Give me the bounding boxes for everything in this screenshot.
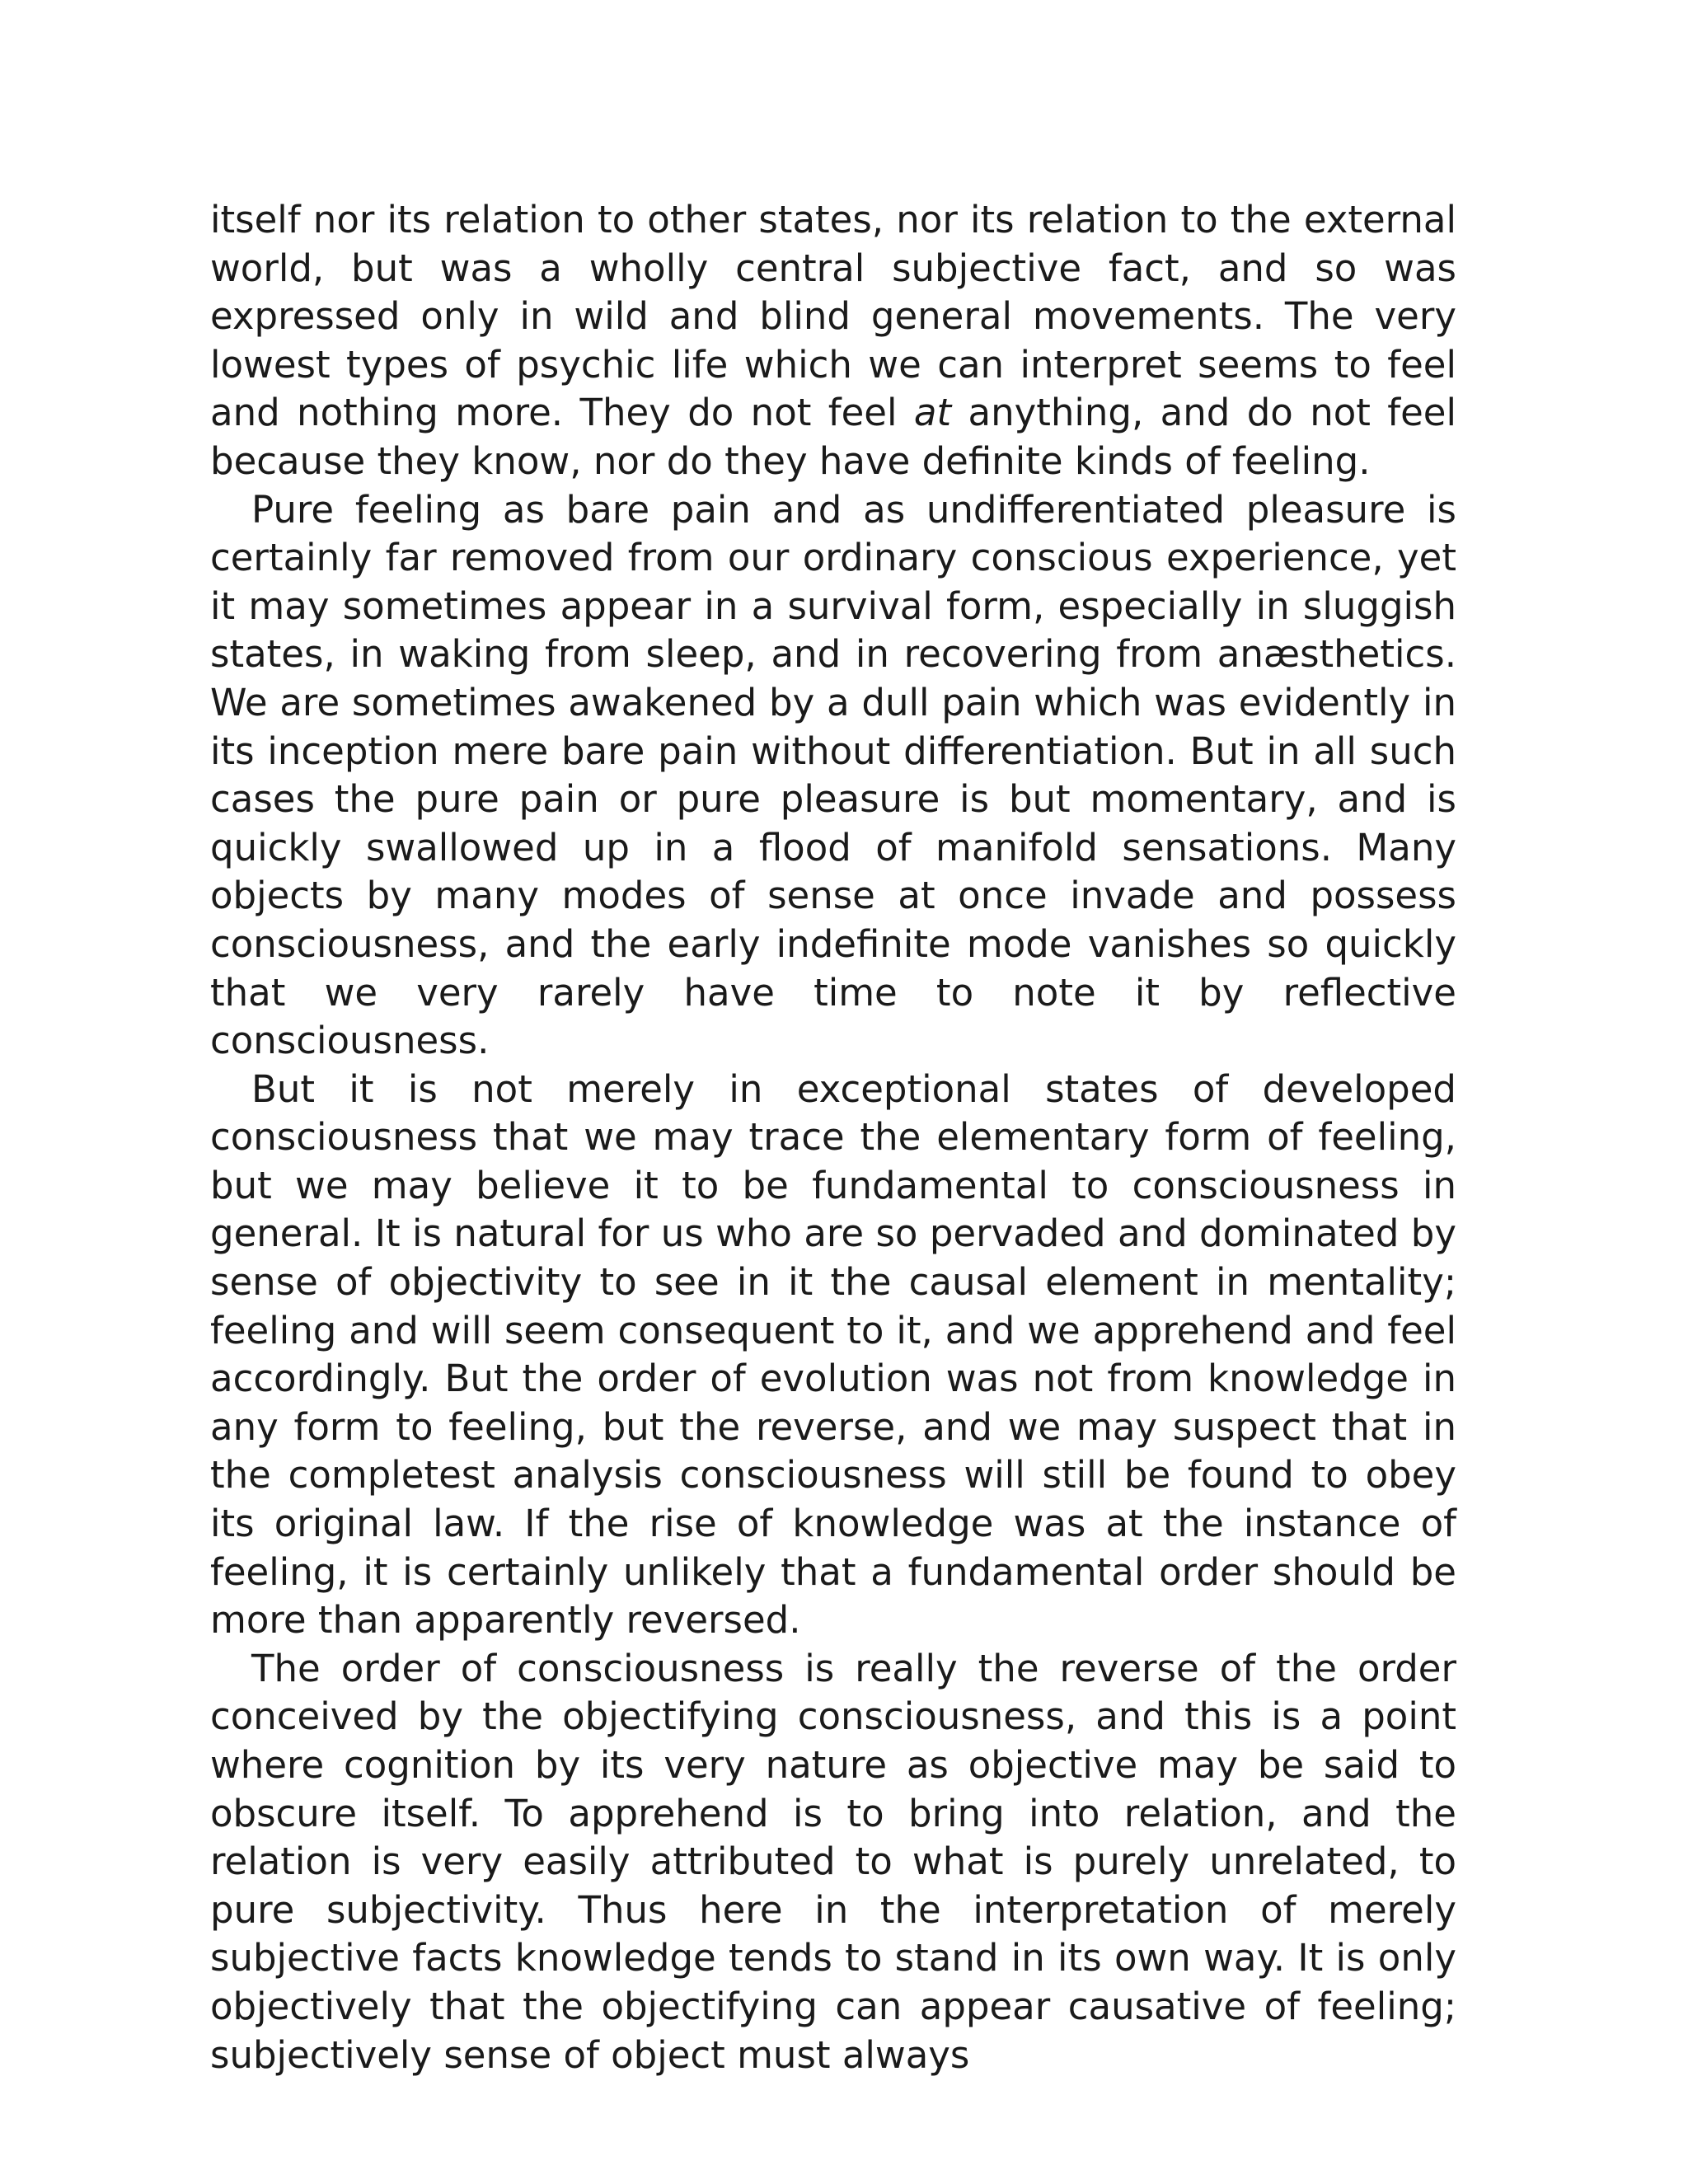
paragraph-1-part-1: itself nor its relation to other states, nor its relation to the external world, but was a wholly central subjective fact, and so was expressed only in wild and blind general movements. The very lowest types of psychic life which we can interpret seems to feel and nothing more. They do not feel [210, 198, 1456, 435]
paragraph-1 [210, 196, 1456, 486]
paragraph-3: But it is not merely in exceptional states of developed consciousness that we may trace the elementary form of feeling, but we may believe it to be fundamental to consciousness in general. It is natural for us who are so pervaded and dominated by sense of objectivity to see in it the causal element in mentality; feeling and will seem consequent to it, and we apprehend and feel accordingly. But the order of evolution was not from knowledge in any form to feeling, but the reverse, and we may suspect that in the completest analysis consciousness will still be found to obey its original law. If the rise of knowledge was at the instance of feeling, it is certainly unlikely that a fundamental order should be more than apparently reversed. [210, 1066, 1456, 1643]
emphasis-at: at [913, 391, 952, 435]
paragraph-1-part-3: anything, and do not feel because they know, nor do they have definite kinds of feeling. [210, 391, 1456, 483]
body-text [210, 196, 1456, 2079]
paragraph-4: The order of consciousness is really the reverse of the order conceived by the objectifying consciousness, and this is a point where cognition by its very nature as objective may be said to obscure itself. To apprehend is to bring into relation, and the relation is very easily attributed to what is purely unrelated, to pure subjectivity. Thus here in the interpretation of merely subjective facts knowledge tends to stand in its own way. It is only objectively that the objectifying can appear causative of feeling; subjectively sense of object must always [210, 1646, 1456, 2077]
paragraph-2: Pure feeling as bare pain and as undifferentiated pleasure is certainly far removed from our ordinary conscious experience, yet it may sometimes appear in a survival form, especially in sluggish states, in waking from sleep, and in recovering from anæsthetics. We are sometimes awakened by a dull pain which was evidently in its inception mere bare pain without differentiation. But in all such cases the pure pain or pure pleasure is but momentary, and is quickly swallowed up in a flood of manifold sensations. Many objects by many modes of sense at once invade and possess consciousness, and the early indefinite mode vanishes so quickly that we very rarely have time to note it by reflective consciousness. [210, 487, 1456, 1063]
